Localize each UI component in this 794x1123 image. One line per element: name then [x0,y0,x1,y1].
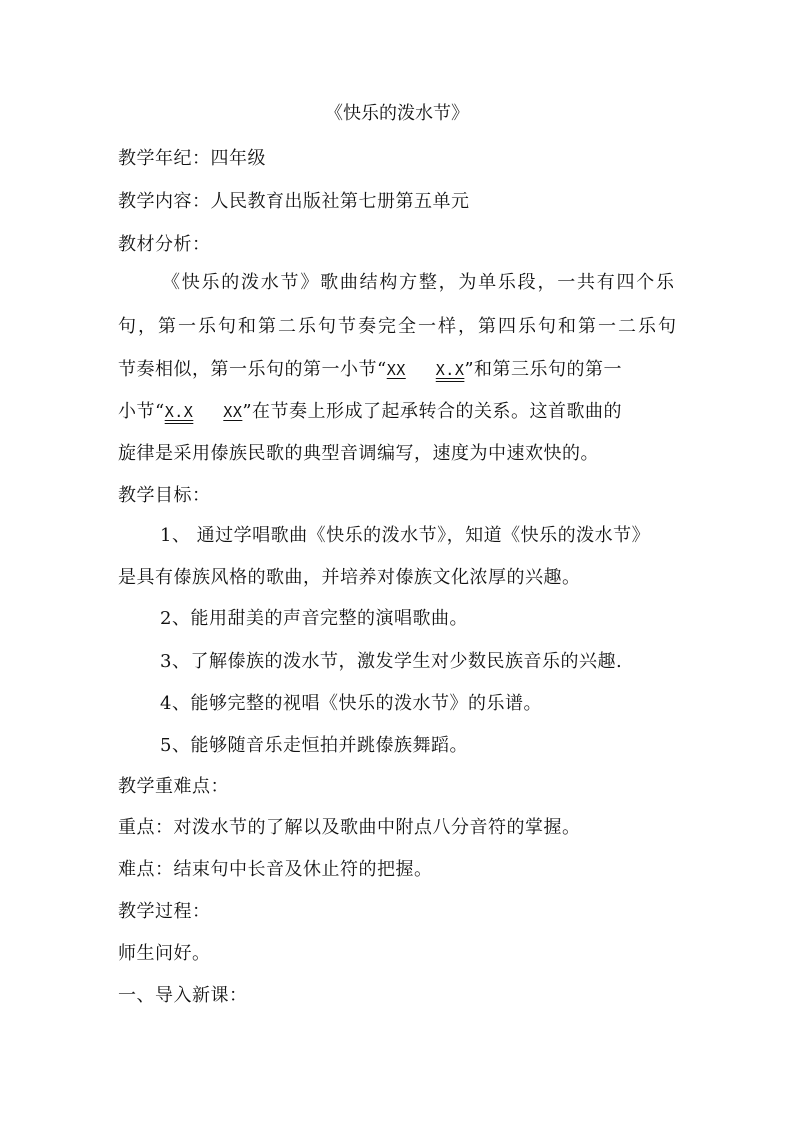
goal-item: 1、 通过学唱歌曲《快乐的泼水节》，知道《快乐的泼水节》 [160,525,651,546]
process-greeting: 师生问好。 [118,943,211,964]
analysis-paragraph-line: 《快乐的泼水节》歌曲结构方整，为单乐段，一共有四个乐 [162,272,674,293]
goal-item: 4、能够完整的视唱《快乐的泼水节》的乐谱。 [160,693,542,714]
analysis-heading: 教材分析： [118,234,211,255]
goal-item: 5、能够随音乐走恒拍并跳傣族舞蹈。 [160,735,468,756]
analysis-rhythm-line [118,400,622,424]
analysis-text: ”在节奏上形成了起承转合的关系。这首歌曲的 [242,401,623,422]
goal-item: 2、能用甜美的声音完整的演唱歌曲。 [160,608,468,629]
keypoints-heading: 教学重难点： [118,776,229,797]
analysis-paragraph-line: 句，第一乐句和第二乐句节奏完全一样，第四乐句和第一二乐句 [118,316,676,337]
rhythm-notation: X.X [435,361,465,379]
rhythm-notation: XX [223,403,243,421]
analysis-text: ”和第三乐句的第一 [464,359,623,380]
analysis-text: 节奏相似，第一乐句的第一小节“ [118,359,387,380]
analysis-paragraph-line: 旋律是采用傣族民歌的典型音调编写，速度为中速欢快的。 [118,443,599,464]
process-section-heading: 一、导入新课： [118,985,248,1006]
process-heading: 教学过程： [118,901,211,922]
goal-item-continuation: 是具有傣族风格的歌曲，并培养对傣族文化浓厚的兴趣。 [118,567,581,588]
goals-heading: 教学目标： [118,485,211,506]
grade-line: 教学年纪：四年级 [118,148,266,169]
analysis-text: 小节“ [118,401,165,422]
rhythm-notation: XX [386,361,406,379]
keypoint-focus: 重点：对泼水节的了解以及歌曲中附点八分音符的掌握。 [118,817,581,838]
content-line: 教学内容：人民教育出版社第七册第五单元 [118,191,470,212]
keypoint-difficulty: 难点：结束句中长音及休止符的把握。 [118,859,433,880]
analysis-rhythm-line [118,358,622,382]
document-title: 《快乐的泼水节》 [325,103,469,124]
rhythm-notation: X.X [164,403,194,421]
goal-item: 3、了解傣族的泼水节，激发学生对少数民族音乐的兴趣. [160,651,623,672]
